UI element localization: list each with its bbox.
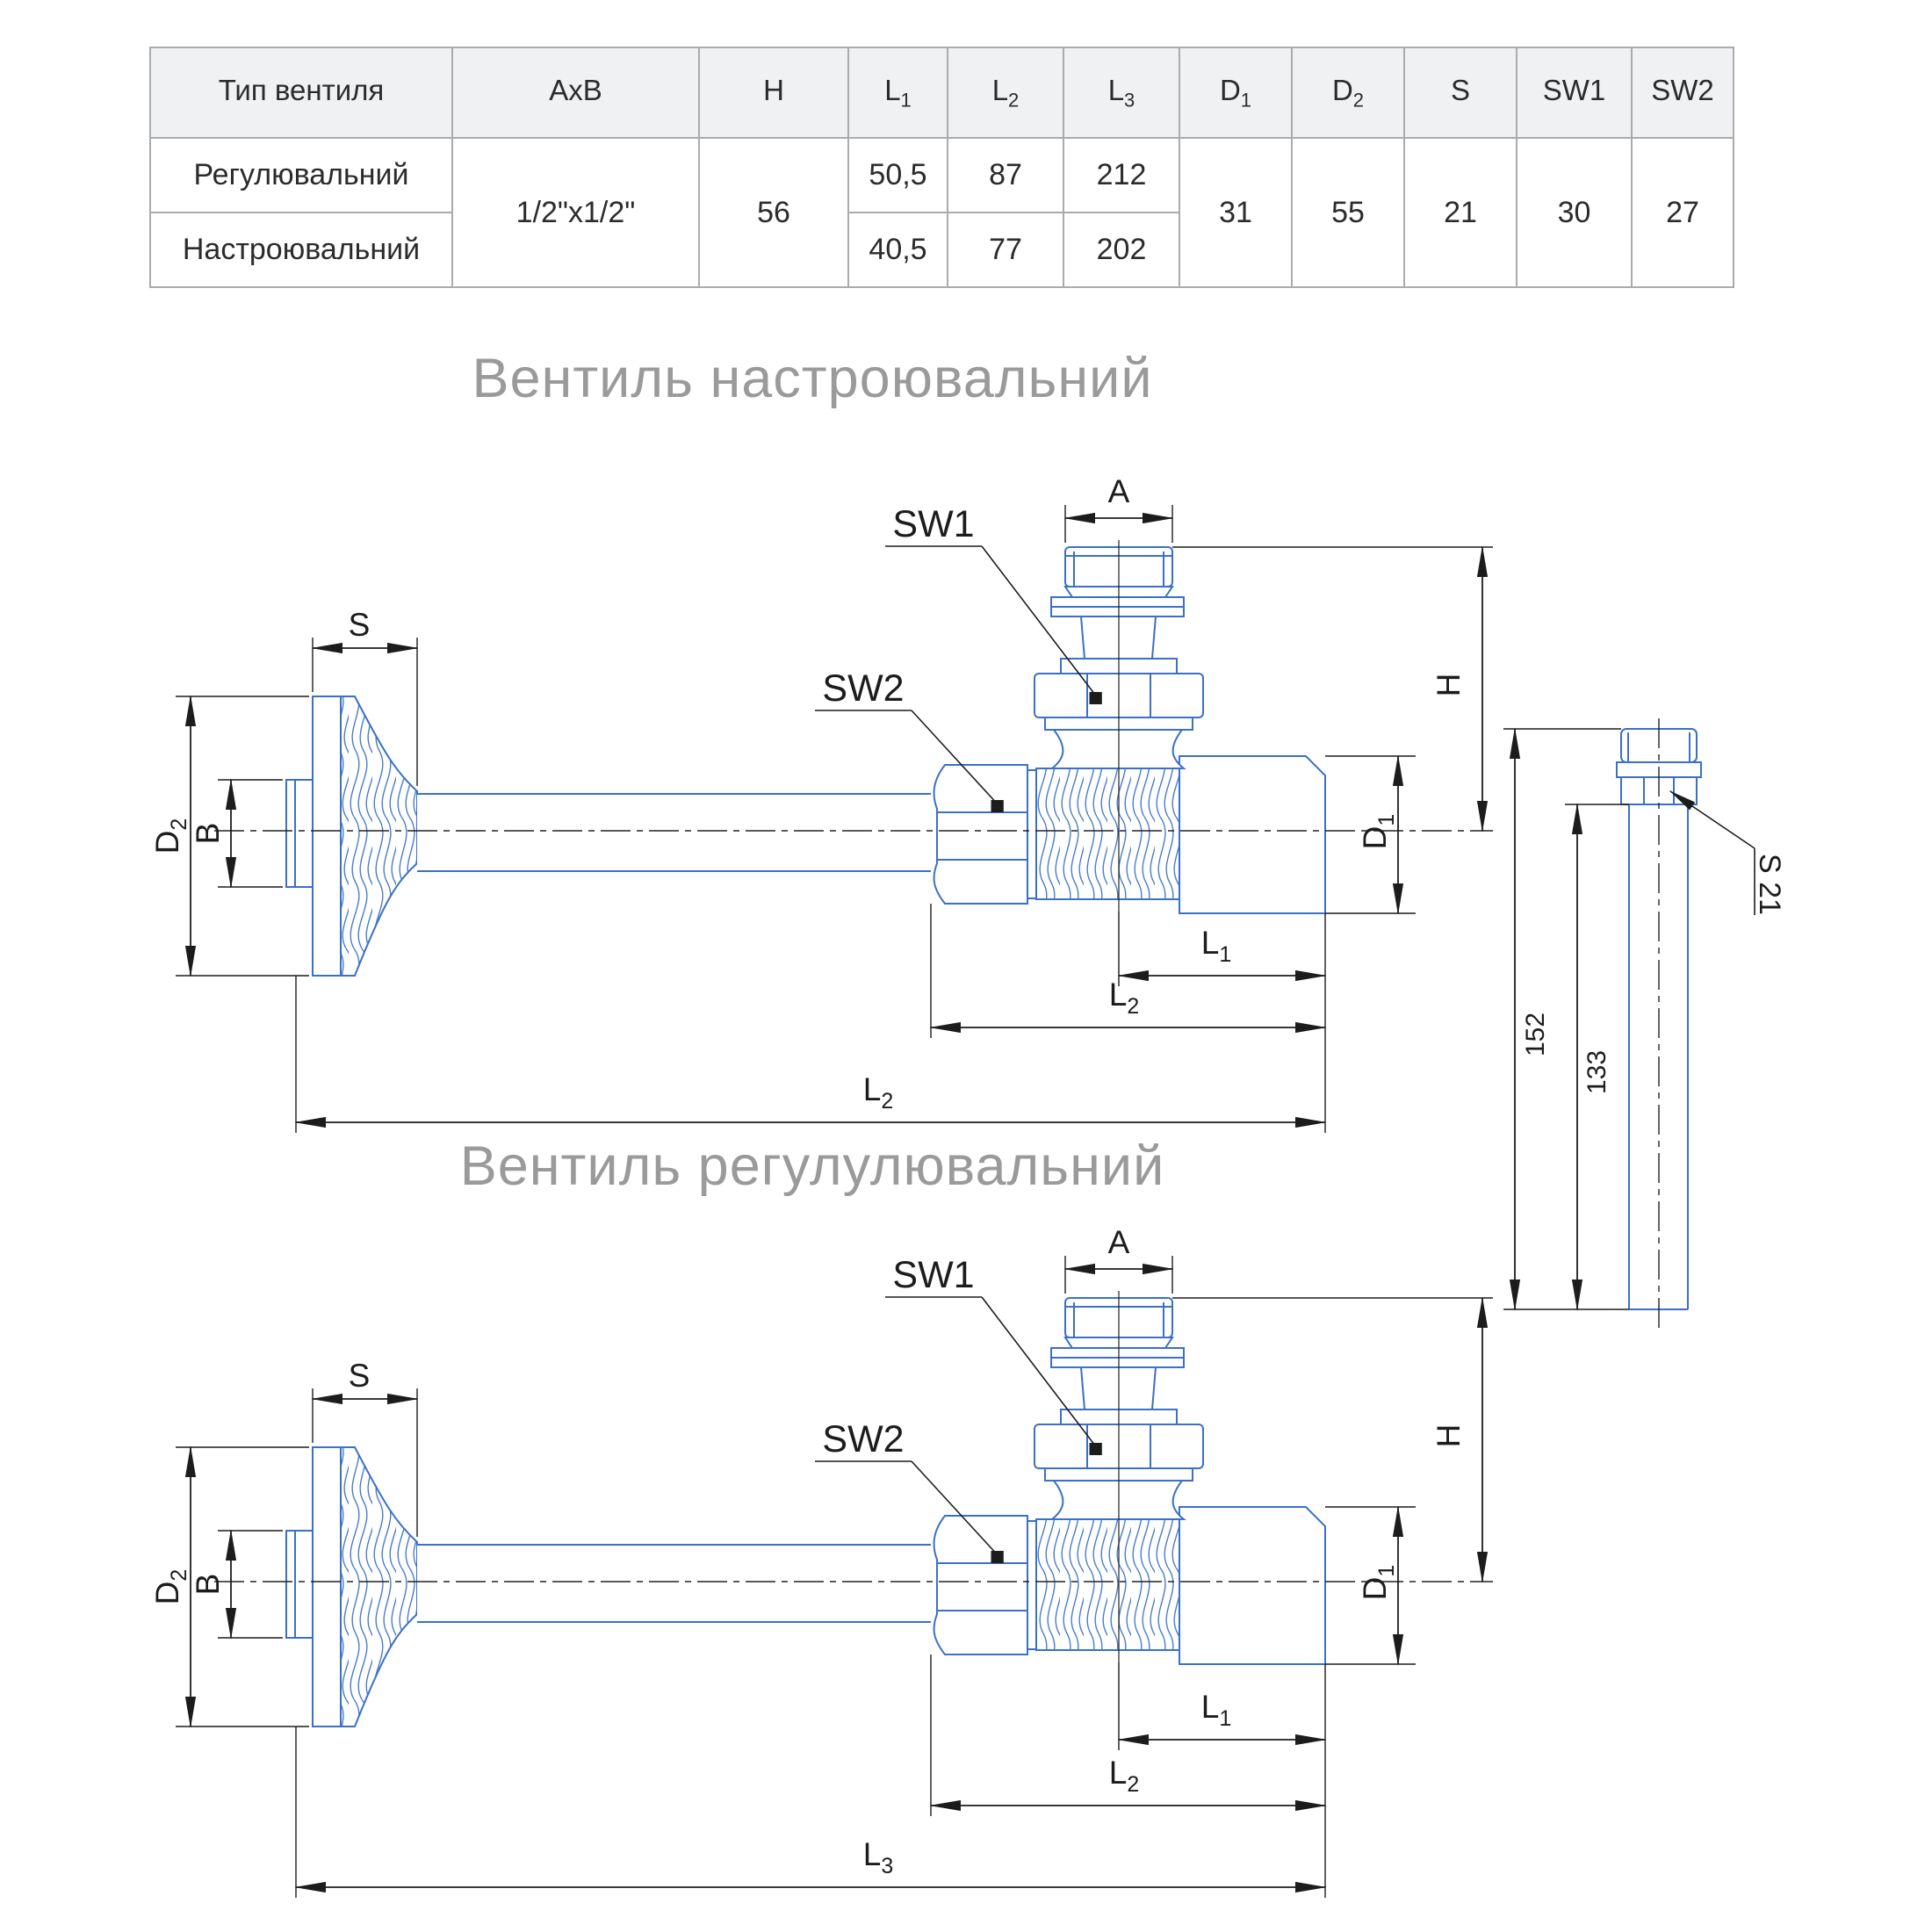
dim-label-b: B: [190, 822, 226, 845]
dim-label-d2: $D_2$: [149, 1568, 191, 1605]
col-header-l3: $L_3$: [1063, 47, 1179, 138]
dim-label-l2: $L_2$: [1108, 977, 1140, 1019]
dim-label-l1: $L_1$: [1200, 1689, 1232, 1731]
valve-spec-table: [149, 47, 1734, 288]
dim-label-h: H: [1431, 1424, 1467, 1448]
cell-l1-setting: 40,5: [848, 213, 948, 287]
dim-label-l1: $L_1$: [1200, 925, 1232, 967]
dim-label-b: B: [190, 1573, 226, 1596]
cell-l3-regulating: 212: [1063, 138, 1179, 213]
dim-label-d1: $D_1$: [1357, 813, 1399, 850]
col-header-d2: $D_2$: [1292, 47, 1404, 138]
col-header-s: S: [1404, 47, 1517, 138]
cell-sw2: 27: [1632, 138, 1734, 287]
dim-label-h: H: [1431, 673, 1467, 697]
callout-sw1: SW1: [892, 503, 975, 545]
setting-valve-drawing: [88, 422, 1537, 1142]
callout-sw1: SW1: [892, 1254, 975, 1296]
cell-axb: 1/2"x1/2": [452, 138, 699, 287]
dim-label-s: S: [348, 1358, 371, 1394]
callout-sw2: SW2: [822, 667, 905, 710]
heading-regulating-valve: Вентиль регулулювальний: [459, 1135, 1165, 1197]
callout-sw2: SW2: [822, 1418, 905, 1460]
cell-l1-regulating: 50,5: [848, 138, 948, 213]
dim-label-l3: $L_3$: [862, 1836, 894, 1878]
col-header-l2: $L_2$: [948, 47, 1063, 138]
dim-label-d1: $D_1$: [1357, 1564, 1399, 1601]
cell-h: 56: [699, 138, 848, 287]
dim-label-d2: $D_2$: [149, 818, 191, 854]
col-header-sw1: SW1: [1517, 47, 1632, 138]
cell-l3-setting: 202: [1063, 213, 1179, 287]
col-header-type: Тип вентиля: [150, 47, 452, 138]
col-header-l1: $L_1$: [848, 47, 948, 138]
table-row-regulating: [150, 138, 1734, 213]
callout-s21: S 21: [1753, 854, 1786, 915]
cell-d2: 55: [1292, 138, 1404, 287]
regulating-valve-drawing: [88, 1172, 1537, 1932]
table-header-row: [150, 47, 1734, 138]
tailpiece-drawing: [1493, 694, 1914, 1344]
cell-s: 21: [1404, 138, 1517, 287]
cell-l2-setting: 77: [948, 213, 1063, 287]
cell-sw1: 30: [1517, 138, 1632, 287]
dim-label-s: S: [348, 607, 371, 643]
dim-label-l2-overall: $L_2$: [862, 1071, 894, 1114]
cell-d1: 31: [1179, 138, 1292, 287]
dim-label-152: 152: [1521, 1012, 1550, 1057]
dim-label-a: A: [1107, 473, 1130, 509]
dim-label-133: 133: [1582, 1049, 1611, 1095]
heading-setting-valve: Вентиль настроювальний: [472, 348, 1153, 409]
cell-l2-regulating: 87: [948, 138, 1063, 213]
col-header-axb: AxB: [452, 47, 699, 138]
dim-label-l2: $L_2$: [1108, 1755, 1140, 1797]
col-header-h: H: [699, 47, 848, 138]
col-header-sw2: SW2: [1632, 47, 1734, 138]
cell-type-setting: Настроювальний: [150, 213, 452, 287]
col-header-d1: $D_1$: [1179, 47, 1292, 138]
cell-type-regulating: Регулювальний: [150, 138, 452, 213]
dim-label-a: A: [1107, 1224, 1130, 1260]
